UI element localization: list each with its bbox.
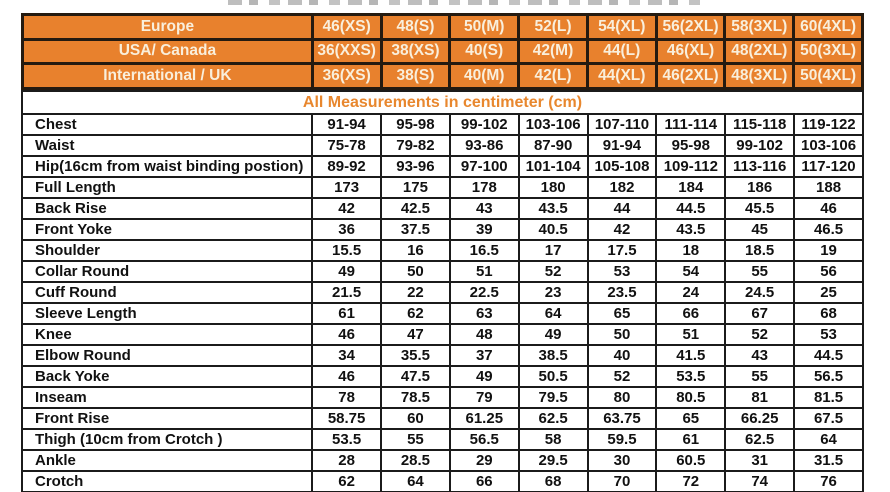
measurement-label: Full Length: [22, 177, 312, 198]
value-cell: 60.5: [656, 450, 725, 471]
value-cell: 56.5: [794, 366, 863, 387]
size-cell: 44(L): [587, 39, 656, 64]
value-cell: 53.5: [312, 429, 381, 450]
value-cell: 15.5: [312, 240, 381, 261]
value-cell: 52: [519, 261, 588, 282]
size-cell: 46(2XL): [656, 64, 725, 89]
measurement-row: [22, 387, 863, 408]
value-cell: 61: [656, 429, 725, 450]
value-cell: 89-92: [312, 156, 381, 177]
size-cell: 36(XS): [312, 64, 381, 89]
value-cell: 22.5: [450, 282, 519, 303]
value-cell: 44.5: [794, 345, 863, 366]
measurement-label: Waist: [22, 135, 312, 156]
value-cell: 101-104: [519, 156, 588, 177]
value-cell: 65: [656, 408, 725, 429]
size-cell: 42(L): [519, 64, 588, 89]
value-cell: 46.5: [794, 219, 863, 240]
measurement-row: [22, 219, 863, 240]
value-cell: 39: [450, 219, 519, 240]
value-cell: 79.5: [519, 387, 588, 408]
value-cell: 54: [656, 261, 725, 282]
value-cell: 44: [588, 198, 657, 219]
value-cell: 175: [381, 177, 450, 198]
value-cell: 42: [312, 198, 381, 219]
measurement-row: [22, 282, 863, 303]
value-cell: 43.5: [656, 219, 725, 240]
size-header-row: [23, 15, 863, 40]
measurement-label: Front Rise: [22, 408, 312, 429]
value-cell: 52: [588, 366, 657, 387]
size-header-table: [21, 13, 864, 90]
value-cell: 66.25: [725, 408, 794, 429]
measurement-label: Back Rise: [22, 198, 312, 219]
value-cell: 50: [381, 261, 450, 282]
measurement-label: Back Yoke: [22, 366, 312, 387]
region-label: International / UK: [23, 64, 313, 89]
value-cell: 75-78: [312, 135, 381, 156]
measurement-table: [21, 90, 864, 492]
measurement-label: Sleeve Length: [22, 303, 312, 324]
measurement-row: [22, 114, 863, 135]
value-cell: 24.5: [725, 282, 794, 303]
value-cell: 24: [656, 282, 725, 303]
measurement-row: [22, 156, 863, 177]
value-cell: 182: [588, 177, 657, 198]
value-cell: 53: [794, 324, 863, 345]
value-cell: 49: [450, 366, 519, 387]
value-cell: 79-82: [381, 135, 450, 156]
value-cell: 46: [312, 366, 381, 387]
value-cell: 49: [519, 324, 588, 345]
value-cell: 58: [519, 429, 588, 450]
value-cell: 78.5: [381, 387, 450, 408]
value-cell: 37.5: [381, 219, 450, 240]
value-cell: 111-114: [656, 114, 725, 135]
value-cell: 41.5: [656, 345, 725, 366]
value-cell: 65: [588, 303, 657, 324]
value-cell: 59.5: [588, 429, 657, 450]
value-cell: 117-120: [794, 156, 863, 177]
measurement-label: Thigh (10cm from Crotch ): [22, 429, 312, 450]
value-cell: 64: [794, 429, 863, 450]
value-cell: 16: [381, 240, 450, 261]
value-cell: 37: [450, 345, 519, 366]
measurement-label: Hip(16cm from waist binding postion): [22, 156, 312, 177]
size-cell: 50(3XL): [794, 39, 863, 64]
size-cell: 44(XL): [587, 64, 656, 89]
value-cell: 53.5: [656, 366, 725, 387]
value-cell: 44.5: [656, 198, 725, 219]
value-cell: 91-94: [312, 114, 381, 135]
measurement-row: [22, 429, 863, 450]
value-cell: 186: [725, 177, 794, 198]
value-cell: 45: [725, 219, 794, 240]
value-cell: 93-96: [381, 156, 450, 177]
value-cell: 31: [725, 450, 794, 471]
value-cell: 51: [450, 261, 519, 282]
size-cell: 46(XL): [656, 39, 725, 64]
size-cell: 60(4XL): [794, 15, 863, 40]
region-label: Europe: [23, 15, 313, 40]
value-cell: 56: [794, 261, 863, 282]
measurement-label: Elbow Round: [22, 345, 312, 366]
measurement-label: Cuff Round: [22, 282, 312, 303]
size-cell: 38(XS): [381, 39, 450, 64]
value-cell: 31.5: [794, 450, 863, 471]
value-cell: 21.5: [312, 282, 381, 303]
measurement-label: Shoulder: [22, 240, 312, 261]
size-cell: 50(M): [450, 15, 519, 40]
measurement-row: [22, 408, 863, 429]
measurement-row: [22, 177, 863, 198]
value-cell: 28.5: [381, 450, 450, 471]
size-cell: 36(XXS): [312, 39, 381, 64]
value-cell: 19: [794, 240, 863, 261]
value-cell: 23.5: [588, 282, 657, 303]
value-cell: 42.5: [381, 198, 450, 219]
size-cell: 40(M): [450, 64, 519, 89]
measurement-row: [22, 471, 863, 492]
measurement-label: Front Yoke: [22, 219, 312, 240]
value-cell: 78: [312, 387, 381, 408]
value-cell: 62: [381, 303, 450, 324]
measurement-row: [22, 345, 863, 366]
value-cell: 55: [725, 261, 794, 282]
value-cell: 103-106: [794, 135, 863, 156]
value-cell: 29: [450, 450, 519, 471]
value-cell: 64: [519, 303, 588, 324]
region-label: USA/ Canada: [23, 39, 313, 64]
value-cell: 63.75: [588, 408, 657, 429]
value-cell: 34: [312, 345, 381, 366]
value-cell: 107-110: [588, 114, 657, 135]
value-cell: 91-94: [588, 135, 657, 156]
value-cell: 79: [450, 387, 519, 408]
measurement-banner: All Measurements in centimeter (cm): [22, 91, 863, 114]
value-cell: 105-108: [588, 156, 657, 177]
size-header-row: [23, 64, 863, 89]
value-cell: 68: [794, 303, 863, 324]
value-cell: 109-112: [656, 156, 725, 177]
value-cell: 42: [588, 219, 657, 240]
value-cell: 36: [312, 219, 381, 240]
value-cell: 25: [794, 282, 863, 303]
measurement-row: [22, 198, 863, 219]
value-cell: 62.5: [725, 429, 794, 450]
value-cell: 28: [312, 450, 381, 471]
value-cell: 188: [794, 177, 863, 198]
value-cell: 62.5: [519, 408, 588, 429]
cropped-title-fragment: [228, 0, 706, 5]
value-cell: 61: [312, 303, 381, 324]
value-cell: 23: [519, 282, 588, 303]
size-cell: 56(2XL): [656, 15, 725, 40]
measurement-row: [22, 303, 863, 324]
value-cell: 81: [725, 387, 794, 408]
value-cell: 50.5: [519, 366, 588, 387]
value-cell: 67: [725, 303, 794, 324]
value-cell: 184: [656, 177, 725, 198]
value-cell: 46: [794, 198, 863, 219]
value-cell: 178: [450, 177, 519, 198]
size-cell: 48(3XL): [725, 64, 794, 89]
value-cell: 18.5: [725, 240, 794, 261]
value-cell: 47: [381, 324, 450, 345]
size-cell: 38(S): [381, 64, 450, 89]
value-cell: 62: [312, 471, 381, 492]
value-cell: 70: [588, 471, 657, 492]
value-cell: 43.5: [519, 198, 588, 219]
value-cell: 81.5: [794, 387, 863, 408]
value-cell: 68: [519, 471, 588, 492]
value-cell: 60: [381, 408, 450, 429]
value-cell: 56.5: [450, 429, 519, 450]
value-cell: 63: [450, 303, 519, 324]
value-cell: 119-122: [794, 114, 863, 135]
value-cell: 47.5: [381, 366, 450, 387]
size-cell: 48(S): [381, 15, 450, 40]
measurement-label: Inseam: [22, 387, 312, 408]
measurement-row: [22, 450, 863, 471]
value-cell: 103-106: [519, 114, 588, 135]
banner-row: [22, 91, 863, 114]
value-cell: 115-118: [725, 114, 794, 135]
value-cell: 18: [656, 240, 725, 261]
value-cell: 40: [588, 345, 657, 366]
measurement-label: Crotch: [22, 471, 312, 492]
size-cell: 40(S): [450, 39, 519, 64]
value-cell: 49: [312, 261, 381, 282]
value-cell: 95-98: [656, 135, 725, 156]
value-cell: 180: [519, 177, 588, 198]
value-cell: 30: [588, 450, 657, 471]
value-cell: 17: [519, 240, 588, 261]
measurement-row: [22, 135, 863, 156]
value-cell: 113-116: [725, 156, 794, 177]
measurement-label: Collar Round: [22, 261, 312, 282]
value-cell: 55: [381, 429, 450, 450]
value-cell: 74: [725, 471, 794, 492]
value-cell: 93-86: [450, 135, 519, 156]
measurement-row: [22, 261, 863, 282]
size-cell: 46(XS): [312, 15, 381, 40]
value-cell: 43: [450, 198, 519, 219]
size-header-row: [23, 39, 863, 64]
value-cell: 67.5: [794, 408, 863, 429]
value-cell: 17.5: [588, 240, 657, 261]
value-cell: 97-100: [450, 156, 519, 177]
value-cell: 43: [725, 345, 794, 366]
value-cell: 58.75: [312, 408, 381, 429]
size-cell: 50(4XL): [794, 64, 863, 89]
value-cell: 173: [312, 177, 381, 198]
size-cell: 48(2XL): [725, 39, 794, 64]
value-cell: 76: [794, 471, 863, 492]
value-cell: 72: [656, 471, 725, 492]
value-cell: 51: [656, 324, 725, 345]
value-cell: 48: [450, 324, 519, 345]
measurement-label: Ankle: [22, 450, 312, 471]
value-cell: 40.5: [519, 219, 588, 240]
value-cell: 55: [725, 366, 794, 387]
value-cell: 29.5: [519, 450, 588, 471]
measurement-row: [22, 366, 863, 387]
value-cell: 38.5: [519, 345, 588, 366]
value-cell: 52: [725, 324, 794, 345]
value-cell: 64: [381, 471, 450, 492]
value-cell: 61.25: [450, 408, 519, 429]
size-cell: 52(L): [519, 15, 588, 40]
value-cell: 53: [588, 261, 657, 282]
measurement-label: Knee: [22, 324, 312, 345]
size-cell: 42(M): [519, 39, 588, 64]
value-cell: 99-102: [725, 135, 794, 156]
value-cell: 95-98: [381, 114, 450, 135]
value-cell: 66: [656, 303, 725, 324]
value-cell: 99-102: [450, 114, 519, 135]
measurement-label: Chest: [22, 114, 312, 135]
value-cell: 80: [588, 387, 657, 408]
size-cell: 58(3XL): [725, 15, 794, 40]
value-cell: 50: [588, 324, 657, 345]
value-cell: 35.5: [381, 345, 450, 366]
value-cell: 87-90: [519, 135, 588, 156]
value-cell: 45.5: [725, 198, 794, 219]
value-cell: 22: [381, 282, 450, 303]
measurement-row: [22, 240, 863, 261]
value-cell: 66: [450, 471, 519, 492]
size-cell: 54(XL): [587, 15, 656, 40]
measurement-row: [22, 324, 863, 345]
value-cell: 80.5: [656, 387, 725, 408]
value-cell: 46: [312, 324, 381, 345]
value-cell: 16.5: [450, 240, 519, 261]
